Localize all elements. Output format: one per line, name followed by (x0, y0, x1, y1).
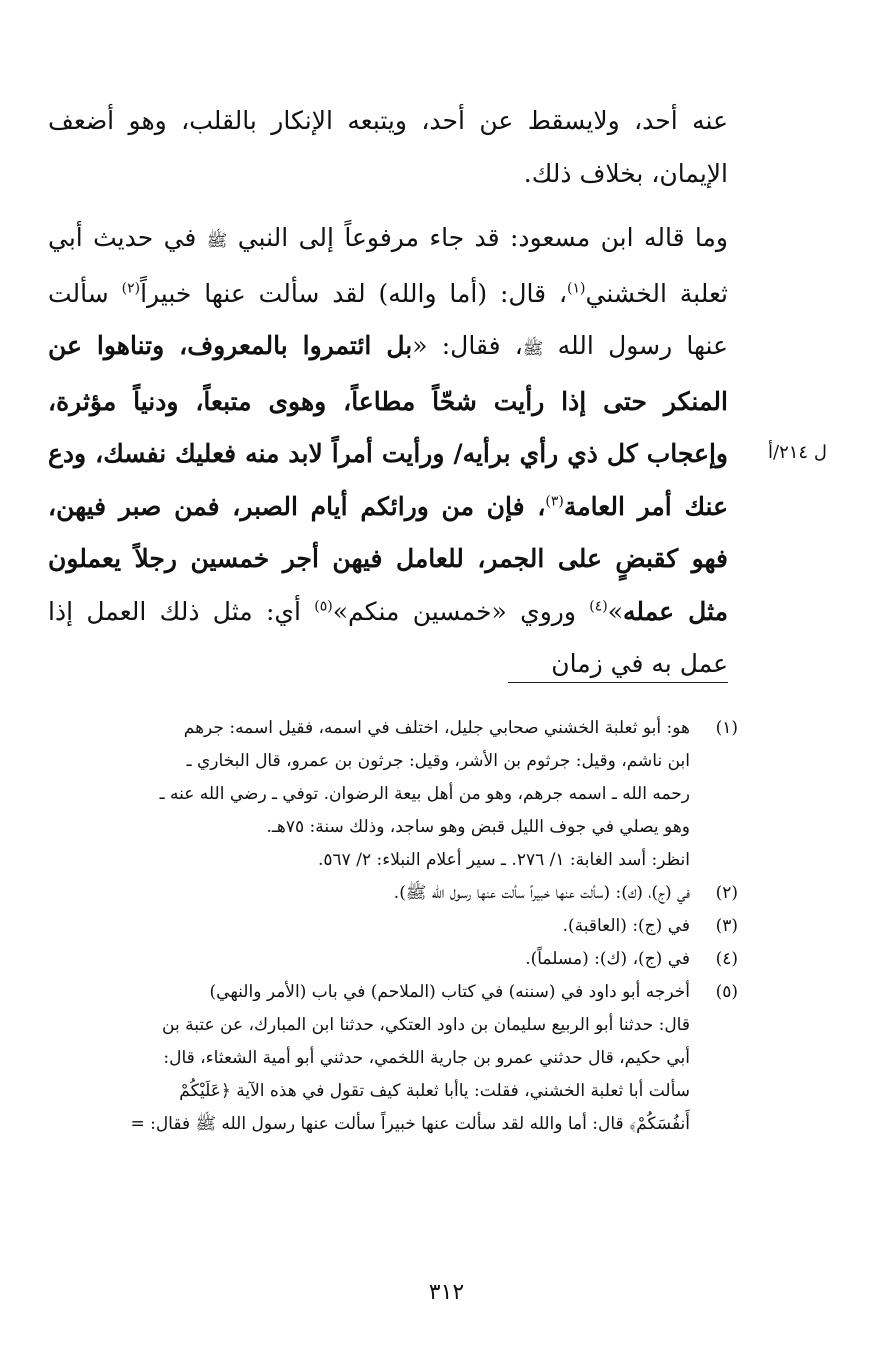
text-segment: ، قال: (أما والله) لقد سألت عنها خبيراً (140, 278, 568, 308)
page-number: ٣١٢ (428, 1280, 465, 1305)
footnote-ref-2[interactable]: (٢) (121, 280, 141, 297)
footnote-line: وهو يصلي في جوف الليل قبض وهو ساجد، وذلك سنة: ٧٥هـ. (266, 817, 690, 837)
footnote-5 (48, 976, 738, 1141)
text-segment: سألت عنها رسول الله (48, 278, 729, 360)
footnote-text (48, 976, 690, 1141)
footnote-line: أخرجه أبو داود في (سننه) في كتاب (الملاحم) في باب (الأمر والنهي) (209, 982, 690, 1002)
main-text (48, 95, 728, 691)
footnote-line: هو: أبو ثعلبة الخشني صحابي جليل، اختلف في اسمه، فقيل اسمه: جرهم (183, 718, 690, 738)
footnote-text: في (ج): (العاقبة). (562, 916, 690, 936)
footnote-separator (508, 682, 728, 683)
hadith-bold-text: بل ائتمروا بالمعروف، وتناهوا عن المنكر حتى إذا رأيت شحّاً مطاعاً، وهوى متبعاً، ودنياً مؤثرة، وإعجاب كل ذي رأي برأيه/ ورأيت أمراً لابد منه فعليك نفسك، ودع عنك أمر العامة (48, 331, 729, 521)
manuscript-margin-reference: ل ٢١٤/أ (768, 442, 827, 463)
text-segment: ، فقال: « (412, 331, 523, 360)
footnote-number: (٥) (715, 982, 738, 1002)
footnote-line: ابن ناشم، وقيل: جرثوم بن الأشر، وقيل: جرثون بن عمرو، قال البخاري ـ (186, 751, 690, 771)
footnotes (48, 712, 738, 1141)
footnote-line: انظر: أسد الغابة: ١/ ٢٧٦. ـ سير أعلام النبلاء: ٢/ ٥٦٧. (318, 850, 690, 870)
footnote-number: (٢) (715, 883, 738, 903)
footnote-line: قال: حدثنا أبو الربيع سليمان بن داود العتكي، حدثنا ابن المبارك، عن عتبة بن (162, 1015, 690, 1035)
paragraph-2 (48, 212, 728, 691)
footnote-line: رحمه الله ـ اسمه جرهم، وهو من أهل بيعة الرضوان. توفي ـ رضي الله عنه ـ (159, 784, 690, 804)
footnote-3 (48, 910, 738, 943)
text-segment: أي: مثل ذلك العمل إذا عمل به في زمان (48, 596, 728, 678)
footnote-number: (٤) (715, 949, 738, 969)
footnote-ref-3[interactable]: (٣) (545, 493, 564, 510)
footnote-number: (١) (715, 718, 738, 738)
footnote-ref-1[interactable]: (١) (567, 280, 586, 297)
honorific-symbol: ﷺ (206, 231, 228, 251)
text-segment: وروي «خمسين منكم» (332, 596, 576, 626)
text-segment: وما قاله ابن مسعود: قد جاء مرفوعاً إلى النبي (237, 223, 728, 252)
footnote-1 (48, 712, 738, 877)
footnote-line: أبي حكيم، قال حدثني عمرو بن جارية اللخمي، حدثني أبو أمية الشعثاء، قال: (163, 1048, 690, 1068)
honorific-symbol: ﷺ (522, 339, 544, 359)
footnote-ref-5[interactable]: (٥) (314, 598, 333, 615)
footnote-2 (48, 877, 738, 910)
footnote-ref-4[interactable]: (٤) (589, 598, 608, 615)
footnote-text (48, 712, 690, 877)
footnote-text: في (ج)، (ك): (مسلماً). (525, 949, 690, 969)
footnote-4 (48, 943, 738, 976)
hadith-bold-text: ، فإن من ورائكم أيام الصبر، فمن صبر فيهن، فهو كقبضٍ على الجمر، للعامل فيهن أجر خمسين رجلاً يعملون مثل عمله (48, 491, 729, 626)
footnote-text: في (ج)، (ك): (سألت عنها خبيراً سألت عنها رسول الله ﷺ). (393, 883, 690, 903)
text-segment: في حديث أبي ثعلبة الخشني (48, 223, 728, 308)
footnote-line: سألت أبا ثعلبة الخشني، فقلت: ياأبا ثعلبة كيف تقول في هذه الآية ﴿عَلَيْكُمْ (179, 1081, 690, 1101)
footnote-number: (٣) (715, 916, 738, 936)
paragraph-1: عنه أحد، ولايسقط عن أحد، ويتبعه الإنكار بالقلب، وهو أضعف الإيمان، بخلاف ذلك. (48, 106, 728, 188)
text-segment: » (607, 596, 624, 626)
footnote-line: أَنفُسَكُمْ﴾ قال: أما والله لقد سألت عنها خبيراً سألت عنها رسول الله ﷺ فقال: = (130, 1114, 690, 1134)
